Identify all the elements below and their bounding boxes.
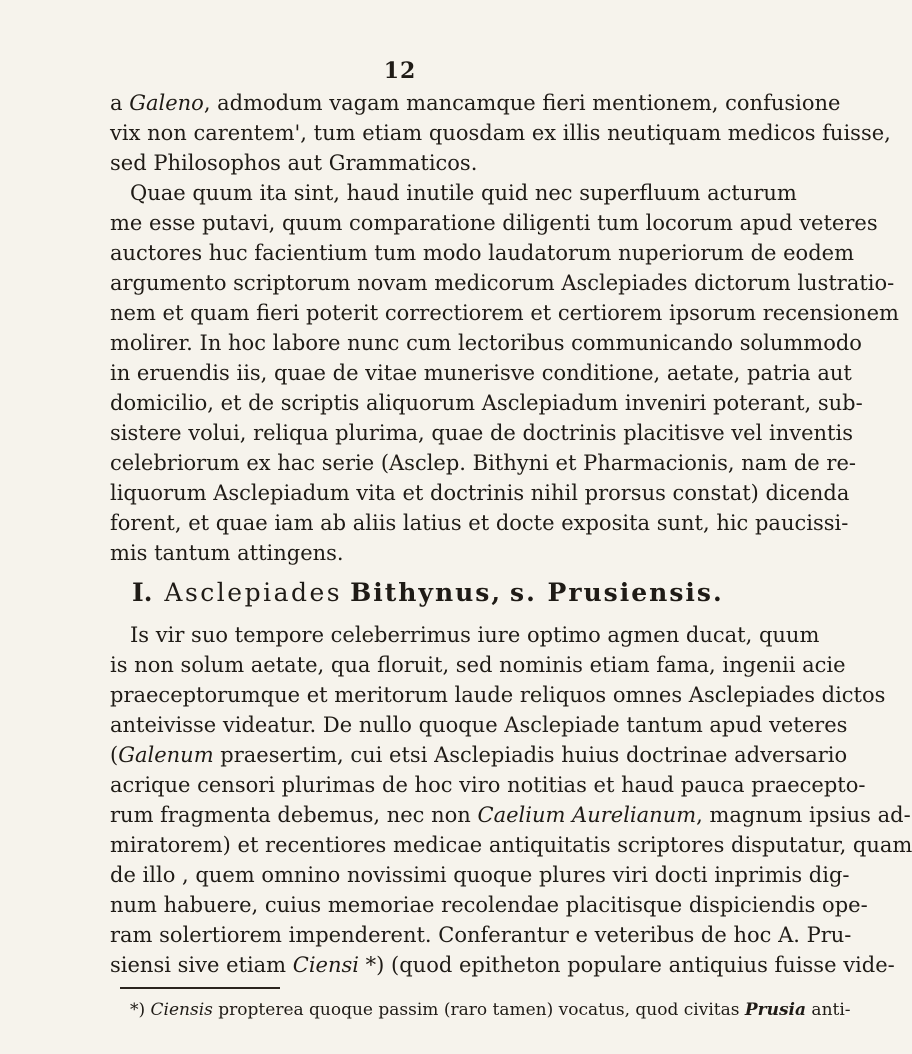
text-line: auctores huc facientium tum modo laudatorum nuperiorum de eodem	[110, 241, 854, 265]
heading-number: I.	[132, 578, 153, 607]
page-number: 12	[383, 58, 417, 84]
text-line: is non solum aetate, qua floruit, sed nominis etiam fama, ingenii acie	[110, 653, 846, 677]
text-line: Quae quum ita sint, haud inutile quid nec superfluum acturum	[130, 181, 797, 205]
text-line: praeceptorumque et meritorum laude reliquos omnes Asclepiades dictos	[110, 683, 886, 707]
text-line: anteivisse videatur. De nullo quoque Asclepiade tantum apud veteres	[110, 713, 848, 737]
heading-name-bithynus: Bithynus,	[350, 578, 503, 607]
text-line: (Galenum praesertim, cui etsi Asclepiadis huius doctrinae adversario	[110, 743, 848, 767]
footnote-divider	[120, 987, 280, 989]
text-line: me esse putavi, quum comparatione diligenti tum locorum apud veteres	[110, 211, 878, 235]
text-line: sistere volui, reliqua plurima, quae de doctrinis placitisve vel inventis	[110, 421, 853, 445]
text-line: forent, et quae iam ab aliis latius et docte exposita sunt, hic paucissi-	[110, 511, 849, 535]
text-line: miratorem) et recentiores medicae antiquitatis scriptores disputatur, quam	[110, 833, 912, 857]
text-line: in eruendis iis, quae de vitae munerisve conditione, aetate, patria aut	[110, 361, 852, 385]
text-line: acrique censori plurimas de hoc viro notitias et haud pauca praecepto-	[110, 773, 866, 797]
text-line: nem et quam fieri poterit correctiorem et certiorem ipsorum recensionem	[110, 301, 899, 325]
section-heading	[110, 575, 758, 611]
text-line: a Galeno, admodum vagam mancamque fieri mentionem, confusione	[110, 91, 841, 115]
text-line: sed Philosophos aut Grammaticos.	[110, 151, 478, 175]
text-line: celebriorum ex hac serie (Asclep. Bithyni et Pharmacionis, nam de re-	[110, 451, 856, 475]
footnote: *) Ciensis propterea quoque passim (raro tamen) vocatus, quod civitas Prusia anti-	[130, 1000, 851, 1020]
heading-name: Asclepiades	[164, 578, 343, 607]
text-line: liquorum Asclepiadum vita et doctrinis nihil prorsus constat) dicenda	[110, 481, 850, 505]
text-line: domicilio, et de scriptis aliquorum Asclepiadum inveniri poterant, sub-	[110, 391, 863, 415]
heading-place: s. Prusiensis.	[510, 578, 724, 607]
text-line: vix non carentem', tum etiam quosdam ex illis neutiquam medicos fuisse,	[110, 121, 891, 145]
text-line: Is vir suo tempore celeberrimus iure optimo agmen ducat, quum	[130, 623, 820, 647]
text-line: argumento scriptorum novam medicorum Asclepiades dictorum lustratio-	[110, 271, 895, 295]
text-line: num habuere, cuius memoriae recolendae placitisque dispiciendis ope-	[110, 893, 868, 917]
text-line: rum fragmenta debemus, nec non Caelium Aurelianum, magnum ipsius ad-	[110, 803, 911, 827]
text-line: siensi sive etiam Ciensi *) (quod epitheton populare antiquius fuisse vide-	[110, 953, 895, 977]
text-line: mis tantum attingens.	[110, 541, 344, 565]
text-line: ram solertiorem impenderent. Conferantur e veteribus de hoc A. Pru-	[110, 923, 852, 947]
text-line: de illo , quem omnino novissimi quoque plures viri docti inprimis dig-	[110, 863, 850, 887]
text-line: molirer. In hoc labore nunc cum lectoribus communicando solummodo	[110, 331, 862, 355]
